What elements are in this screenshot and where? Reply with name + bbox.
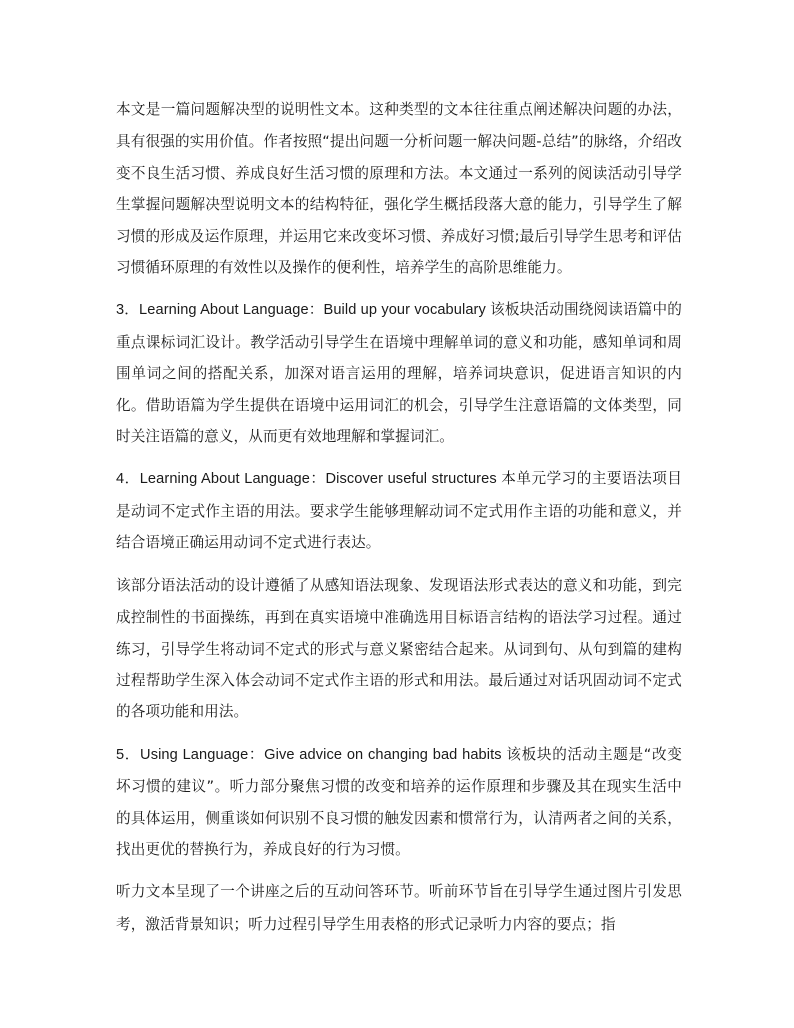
paragraph-lead: 3．Learning About Language：Build up your vocabulary <box>116 302 491 319</box>
paragraph-text: 该板块的活动主题是“改变坏习惯的建议”。听力部分聚焦习惯的改变和培养的运作原理和步骤及其在现实生活中的具体运用，侧重谈如何识别不良习惯的触发因素和惯常行为，认清两者之间的关系，找出更优的替换行为，养成良好的行为习惯。 <box>116 745 682 858</box>
paragraph-text: 本单元学习的主要语法项目是动词不定式作主语的用法。要求学生能够理解动词不定式用作主语的功能和意义，并结合语境正确运用动词不定式进行表达。 <box>116 470 682 552</box>
paragraph-listening-text <box>116 876 682 940</box>
paragraph-useful-structures <box>116 463 682 558</box>
document-page <box>116 94 682 951</box>
paragraph-using-language <box>116 739 682 866</box>
paragraph-text: 该部分语法活动的设计遵循了从感知语法现象、发现语法形式表达的意义和功能，到完成控制性的书面操练，再到在真实语境中准确选用目标语言结构的语法学习过程。通过练习，引导学生将动词不定式的形式与意义紧密结合起来。从词到句、从句到篇的建构过程帮助学生深入体会动词不定式作主语的形式和用法。最后通过对话巩固动词不定式的各项功能和用法。 <box>116 576 682 721</box>
paragraph-grammar-activities <box>116 570 682 728</box>
paragraph-text: 该板块活动围绕阅读语篇中的重点课标词汇设计。教学活动引导学生在语境中理解单词的意义和功能，感知单词和周围单词之间的搭配关系，加深对语言运用的理解，培养词块意识，促进语言知识的内化。借助语篇为学生提供在语境中运用词汇的机会，引导学生注意语篇的文体类型，同时关注语篇的意义，从而更有效地理解和掌握词汇。 <box>116 301 682 446</box>
paragraph-text: 本文是一篇问题解决型的说明性文本。这种类型的文本往往重点阐述解决问题的办法，具有很强的实用价值。作者按照“提出问题一分析问题一解决问题-总结”的脉络，介绍改变不良生活习惯、养成良好生活习惯的原理和方法。本文通过一系列的阅读活动引导学生掌握问题解决型说明文本的结构特征，强化学生概括段落大意的能力，引导学生了解习惯的形成及运作原理，并运用它来改变坏习惯、养成好习惯;最后引导学生思考和评估习惯循环原理的有效性以及操作的便利性，培养学生的高阶思维能力。 <box>116 101 682 277</box>
paragraph-lead: 4．Learning About Language：Discover useful structures <box>116 471 502 488</box>
paragraph-intro-summary <box>116 94 682 283</box>
paragraph-text: 听力文本呈现了一个讲座之后的互动问答环节。听前环节旨在引导学生通过图片引发思考，激活背景知识；听力过程引导学生用表格的形式记录听力内容的要点；指 <box>116 883 682 933</box>
paragraph-lead: 5．Using Language：Give advice on changing bad habits <box>116 746 507 763</box>
paragraph-build-vocabulary <box>116 294 682 452</box>
